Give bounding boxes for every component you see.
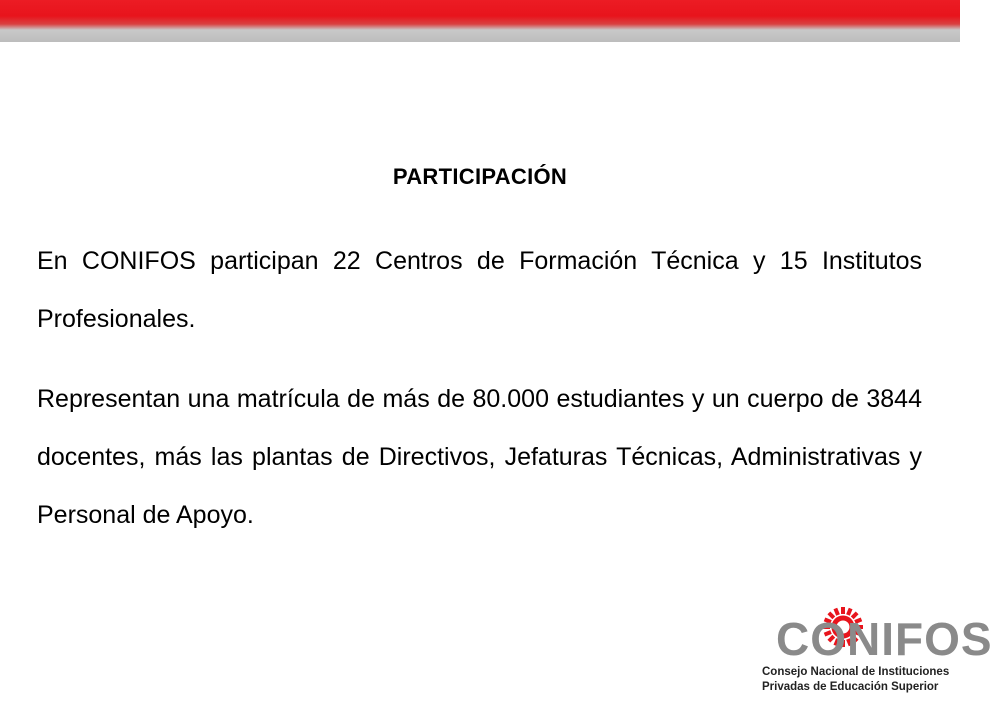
- logo-subtitle-line2: Privadas de Educación Superior: [762, 681, 939, 693]
- logo-subtitle-line1: Consejo Nacional de Instituciones: [762, 666, 950, 678]
- header-band: [0, 0, 960, 42]
- paragraph-enrollment: Representan una matrícula de más de 80.000 estudiantes y un cuerpo de 3844 docentes, más las plantas de Directivos, Jefaturas Técnicas, Administrativas y Personal de Apoyo.: [37, 385, 922, 529]
- conifos-logo: [752, 606, 993, 706]
- slide-title: PARTICIPACIÓN: [392, 164, 568, 189]
- logo-wordmark: CONIFOS: [776, 613, 993, 665]
- paragraph-participation: En CONIFOS participan 22 Centros de Formación Técnica y 15 Institutos Profesionales.: [37, 247, 922, 333]
